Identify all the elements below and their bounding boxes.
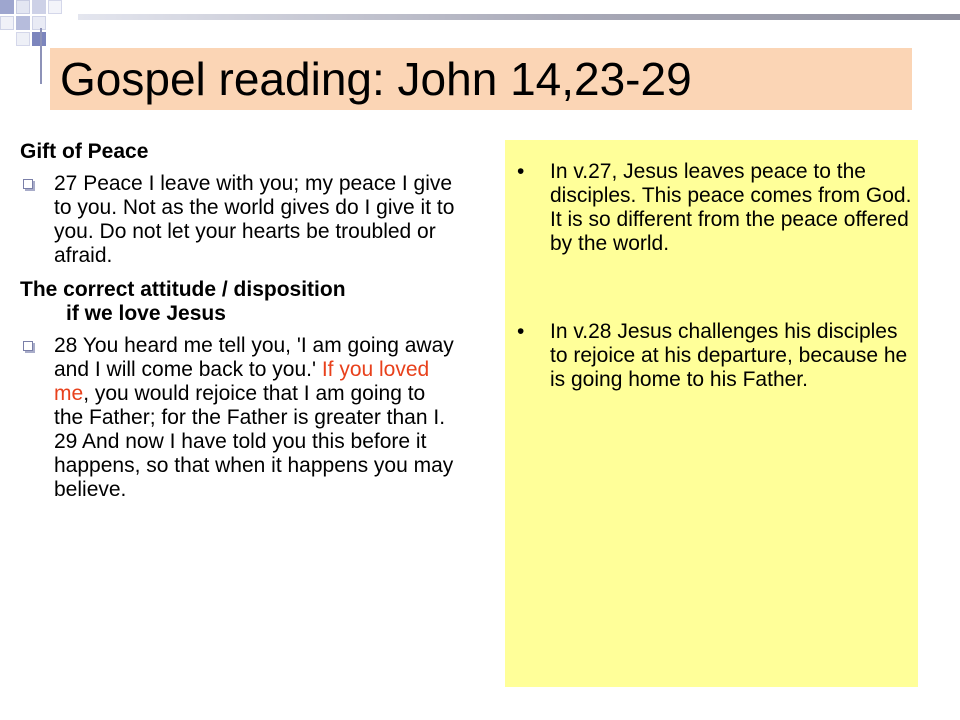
verse-27 <box>20 172 460 268</box>
heading-correct-attitude <box>20 278 460 326</box>
commentary-item <box>512 320 912 392</box>
square-bullet-icon <box>23 179 33 189</box>
decor-square <box>0 16 14 30</box>
verse-27-text: 27 Peace I leave with you; my peace I give to you. Not as the world gives do I give it to you. Do not let your hearts be troubled or afraid. <box>54 172 455 267</box>
heading-line-1: The correct attitude / disposition <box>20 278 346 301</box>
heading-line-2: if we love Jesus <box>66 302 226 325</box>
decor-square <box>16 32 30 46</box>
commentary-item <box>512 160 912 256</box>
square-bullet-icon <box>23 341 33 351</box>
commentary-text: In v.27, Jesus leaves peace to the disciples. This peace comes from God. It is so different from the peace offered by the world. <box>550 160 912 255</box>
slide-title: Gospel reading: John 14,23-29 <box>60 53 692 105</box>
decor-square <box>32 0 46 14</box>
decor-square <box>32 16 46 30</box>
commentary-text: In v.28 Jesus challenges his disciples to rejoice at his departure, because he is going home to his Father. <box>550 320 908 391</box>
decor-square <box>48 0 62 14</box>
decor-vertical-line <box>40 28 42 84</box>
decor-square <box>0 0 14 14</box>
verse-28-highlight: If you loved me <box>54 358 430 405</box>
decor-square <box>16 0 30 14</box>
decor-square <box>32 32 46 46</box>
scripture-column <box>20 140 460 512</box>
decor-square <box>16 16 30 30</box>
heading-gift-of-peace: Gift of Peace <box>20 140 149 163</box>
bullet-dot-icon: • <box>517 320 525 343</box>
decor-top-bar <box>78 14 960 20</box>
verse-28-29 <box>20 334 460 502</box>
verse-28-text-a: 28 You heard me tell you, 'I am going away and I will come back to you.' <box>54 334 454 381</box>
bullet-dot-icon: • <box>517 160 525 183</box>
verse-28-text-b: , you would rejoice that I am going to the Father; for the Father is greater than I. 29 And now I have told you this before it happens, so that when it happens you may believe. <box>54 382 454 501</box>
